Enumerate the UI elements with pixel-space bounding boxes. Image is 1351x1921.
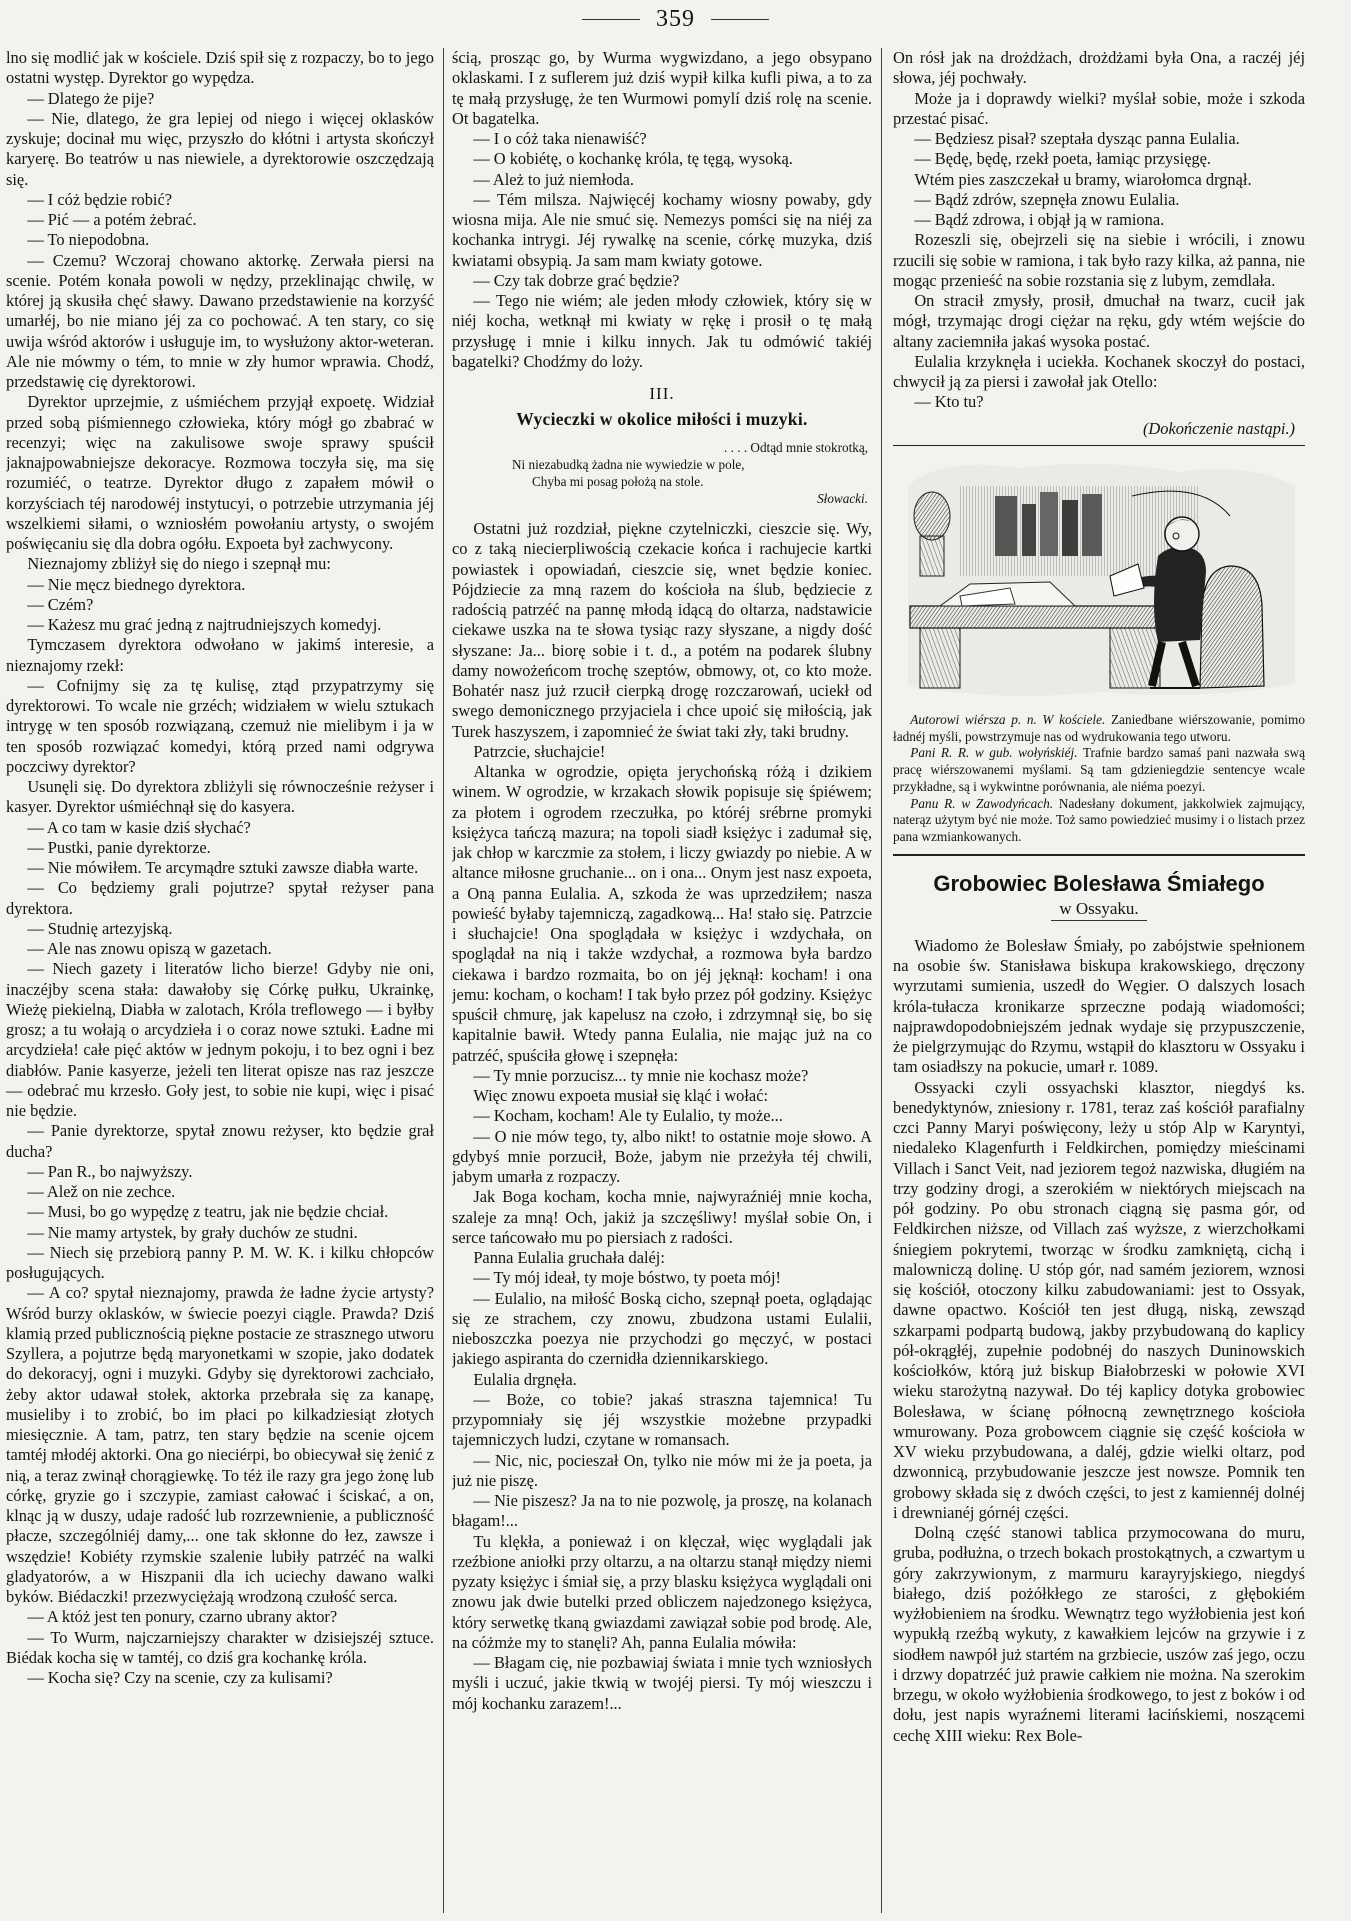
paragraph: — Będę, będę, rzekł poeta, łamiąc przysięgę. [914, 149, 1212, 169]
paragraph: — Bądź zdrowa, i objął ją w ramiona. [914, 210, 1165, 229]
page-header [0, 4, 1351, 34]
paragraph: — To Wurm, najczarniejszy charakter w dzisiejszéj sztuce. Biédak kocha się w tamtéj, co dziś gra kochankę króla. [6, 1627, 434, 1667]
paragraph: — Ty mnie porzucisz... ty mnie nie kochasz może? [473, 1065, 809, 1085]
paragraph: Wtém pies zaszczekał u bramy, wiarołomca drgnął. [914, 169, 1252, 189]
paragraph: — Niech się przebiorą panny P. M. W. K. i kilku chłopców posługujących. [6, 1242, 434, 1282]
paragraph: Może ja i doprawdy wielki? myślał sobie, może i szkoda przestać pisać. [893, 88, 1305, 128]
note-text: Trafnie bardzo samaś pani nazwała swą pracę wiérszowanemi myślami. Są tam gdzieniegdzie sentencye wcale przykładne, są i wykwintne porównania, ale niéma poezyi. [893, 745, 1305, 794]
paragraph: — Ty mój ideał, ty moje bóstwo, ty poeta mój! [473, 1268, 781, 1288]
paragraph: Eulalia krzyknęła i uciekła. Kochanek skoczył do postaci, chwycił ją za piersi i zawołał jak Otello: [893, 351, 1305, 391]
paragraph: lno się modlić jak w kościele. Dziś spił się z rozpaczy, bo to jego ostatni występ. Dyrektor go wypędza. [6, 48, 434, 88]
paragraph: Patrzcie, słuchajcie! [473, 741, 606, 761]
divider [893, 445, 1305, 446]
engraving-writer-at-desk [899, 456, 1301, 706]
paragraph: On stracił zmysły, prosił, dmuchał na twarz, cucił jak mógł, trzymając drogi ciężar na ręku, gdy wtém wejście do altany zaciemniła jakaś wysoka postać. [893, 291, 1305, 351]
header-rule-right [711, 19, 769, 20]
section-title: Wycieczki w okolice miłości i muzyki. [516, 408, 808, 429]
paragraph: — Nie, dlatego, że gra lepiej od niego i więcej oklasków zyskuje; docinał mu więc, przyszło do kłótni i artysta skończył karyerę. Bo teatrów u nas niewiele, a dyrektorowie oszczędzają się. [6, 108, 434, 189]
paragraph: — O nie mów tego, ty, albo nikt! to ostatnie moje słowo. A gdybyś mnie porzucił, Boże, jabym nie przeżyła téj chwili, jabym umarła z rozpaczy. [452, 1126, 872, 1187]
column-divider [881, 48, 882, 1913]
column-1 [6, 48, 434, 1913]
paragraph: Usunęli się. Do dyrektora zbliżyli się równocześnie reżyser i kasyer. Dyrektor uśmiéchnął się do kasyera. [6, 777, 434, 817]
paragraph: — Błagam cię, nie pozbawiaj świata i mnie tych wzniosłych myśli i uczuć, jakie tkwią w twojéj piersi. Ty mój wieszczu i mój kochanku zarazem!... [452, 1653, 872, 1713]
editorial-notes [893, 712, 1305, 846]
paragraph: Wiadomo że Bolesław Śmiały, po zabójstwie spełnionem na osobie św. Stanisława biskupa krakowskiego, dręczony wyrzutami sumienia, uszedł do Węgier. O dalszych losach króla-tułacza kronikarze sprzeczne podają wiadomości; najprawdopodobniejszém jednak wydaje się przypuszczenie, że pielgrzymując do Rzymu, wstąpił do klasztoru w Ossyaku i tam osiadłszy na pokucie, umarł r. 1089. [893, 935, 1305, 1077]
paragraph: — Kocha się? Czy na scenie, czy za kulisami? [27, 1668, 333, 1687]
paragraph: On rósł jak na drożdżach, drożdżami była Ona, a raczéj jéj słowa, jéj pochwały. [893, 48, 1305, 88]
epigraph-line: . . . . Odtąd mnie stokrotką, [724, 439, 868, 455]
note-text: Zaniedbane wiérszowanie, pomimo ładnéj myśli, powstrzymuje nas od wydrukowania tego utworu. [893, 711, 1305, 744]
note [893, 796, 1305, 846]
paragraph: — Nie mówiłem. Te arcymądre sztuki zawsze diabła warte. [27, 858, 419, 877]
paragraph: Więc znowu expoeta musiał się kląć i wołać: [473, 1086, 769, 1106]
paragraph: — Pić — a potém żebrać. [27, 210, 197, 229]
paragraph: Ostatni już rozdział, piękne czytelniczki, cieszcie się. Wy, co z taką niecierpliwością czekacie końca i rachujecie kartki powiastek i opowiadań, cieszcie się, wnet będzie koniec. Pójdziecie za mną razem do kościoła na ślub, będziecie z radością patrzéć na pannę młodą idącą do oltarza, nadstawicie ciekawe uszka na te słowa tysiąc razy słyszane, a nigdy dość słyszane: Ja... biorę sobie i t. d., a potém na podarek ślubny damy nowożeńcom trochę szeptów, obmowy, ot, co kto może. Bohatér nasz już rzucił cierpką drogę rozczarowań, uciekł od swego demonicznego przyjaciela i chce upoić się miłością, jak Turek haszyszem, i zapomnieć że świat taki zły, taki brudny. [452, 519, 872, 741]
paragraph: — Nie piszesz? Ja na to nie pozwolę, ja proszę, na kolanach błagam!... [452, 1491, 872, 1531]
column-divider [443, 48, 444, 1913]
paragraph: Dyrektor uprzejmie, z uśmiéchem przyjął expoetę. Widział przed sobą piśmiennego człowieka, który mógł go zbabrać w recenzyi; więc na zakulisowe swoje sprawy spuścił jaknajpowabniejsze dekoracye. Rozmowa toczyła się, ma się rozumiéć, o teatrze. Dyrektor długo z zapałem mówił o korzyściach téj narodowéj instytucyi, o potrzebie utrzymania jéj wszelkiemi siłami, o wzniosłém powołaniu artysty, o swojém poświęcaniu się dla dobra ogółu. Expoeta był zachwycony. [6, 392, 434, 553]
paragraph: — Bądź zdrów, szepnęła znowu Eulalia. [914, 189, 1180, 209]
paragraph: — Kto tu? [914, 392, 984, 412]
to-be-continued: (Dokończenie nastąpi.) [1142, 418, 1295, 438]
note [893, 745, 1305, 795]
paragraph: Panna Eulalia gruchała daléj: [473, 1248, 665, 1268]
article-title: Grobowiec Bolesława Śmiałego [933, 870, 1265, 896]
paragraph: — Tego nie wiém; ale jeden młody człowiek, który się w niéj kocha, wetknął mi kwiaty w rękę i prosił o tę małą przysługę i mnie i kilku innych. Jak tu odmówić takiéj bagatelki? Chodźmy do loży. [452, 291, 872, 371]
paragraph: — I o cóż taka nienawiść? [473, 129, 647, 148]
paragraph: — Nie męcz biednego dyrektora. [27, 574, 246, 594]
paragraph: — Co będziemy grali pojutrze? spytał reżyser pana dyrektora. [6, 878, 434, 918]
paragraph: — Pan R., bo najwyższy. [27, 1161, 193, 1181]
paragraph: — Niech gazety i literatów licho bierze! Gdyby nie oni, inaczéjby scena stała: dawałoby się Córkę pułku, Ukrainkę, Wieżę piekielną, Diabła w zalotach, Króla treflowego — i byłby grosz; a tu wołają o arcydzieła i o coraz nowe sztuki. Ładne mi arcydzieła! całe pięć aktów w jednym pokoju, i to bez ogni i bez diabłów. Panie kasyerze, jeżeli ten literat opisze nas raz jeszcze — odebrać mu krzesło. Goły jest, to sobie nie kupi, więc i pisać nie będzie. [6, 959, 434, 1120]
epigraph-line: Ni niezabudką żadna nie wywiedzie w pole, [512, 456, 745, 472]
note-addressee: Pani R. R. w gub. wołyńskiéj. [910, 745, 1078, 761]
paragraph: Rozeszli się, obejrzeli się na siebie i wrócili, i znowu rzucili się sobie w ramiona, i tak było razy kilka, aż panna, nie mogąc przenieść na sobie rozstania się z lubym, zemdlała. [893, 230, 1305, 290]
paragraph: — I cóż będzie robić? [27, 189, 173, 209]
paragraph: Nieznajomy zbliżył się do niego i szepnął mu: [27, 554, 331, 574]
paragraph: — Pustki, panie dyrektorze. [27, 837, 211, 857]
paragraph: — Tém milsza. Najwięcéj kochamy wiosny powaby, gdy wiosna mija. Ale nie smuć się. Nemezys pomści się na niéj za kochanka intrygi. Jéj rywalkę na scenie, córkę muzyka, dziś kwiatami obsypią. Ja sam mam kwiaty gotowe. [452, 189, 872, 270]
note-addressee: Autorowi wiérsza p. n. W kościele. [910, 711, 1106, 727]
divider [893, 854, 1305, 856]
epigraph-author: Słowacki. [817, 491, 868, 507]
epigraph [512, 439, 868, 508]
paragraph: Eulalia drgnęła. [473, 1369, 577, 1389]
section-number: III. [649, 384, 675, 403]
paragraph: — Czemu? Wczoraj chowano aktorkę. Zerwała piersi na scenie. Potém konała powoli w nędzy, przeklinając chwilę, w której ją skusiła chęć sławy. Dawano przedstawienie na korzyść umarłéj, bo nie miano jéj za co pochować. A ten stary, co się uwija wśród aktorów i usługuje im, to wysłużony aktor-weteran. Ale nie mówmy o tém, to mnie w zły humor wprawia. Chodź, przedstawię cię dyrektorowi. [6, 250, 434, 391]
note [893, 712, 1305, 746]
paragraph: Ossyacki czyli ossyachski klasztor, niegdyś ks. benedyktynów, zniesiony r. 1781, teraz zaś kościół parafialny czci Panny Maryi poświęcony, leży u stóp Alp w Karyntyi, niedaleko Klagenfurth i Feldkirchen, pomiędzy mieścinami Villach i Sanct Veit, nad jeziorem tegoż nazwiska, długiém na trzy godziny drogi, a szerokiém w niektórych miejscach na pół godziny. Po obu stronach ciągną się pasma gór, od Feldkirchen niższe, od Villach zaś wyższe, z wierzchołkami śniegiem pokrytemi, tworząc w środku zamkniętą, cichą i malowniczą dolinę. U stóp gór, nad samém jeziorem, wznosi się kościół, otoczony kilku zabudowaniami: jest to Ossyak, dawne opactwo. Kościół ten jest długą, niską, zewsząd szkarpami podpartą budową, jakby przybudowaną do kaplicy pół-okrągłéj, zupełnie podobnéj do naszych Duninowskich kościołków, którą już biskup Białobrzeski w połowie XVI wieku starożytną nazywał. Do téj kaplicy dotyka grobowiec Bolesława, w ścianę północną zewnętrznego kościoła wmurowany. Poza grobowcem ciągnie się część kościoła w XV wieku przybudowana, a daléj, gdzie wielki oltarz, pod dzwonnicą, przybudowanie jeszcze jest nowsze. Pomnik ten grobowy składa się z dwóch części, to jest z kamiennéj dolnéj i drewnianéj górnéj części. [893, 1077, 1305, 1522]
paragraph: — O kobiétę, o kochankę króla, tę tęgą, wysoką. [473, 149, 793, 169]
paragraph: — Panie dyrektorze, spytał znowu reżyser, kto będzie grał ducha? [6, 1121, 434, 1161]
paragraph: — Studnię artezyjską. [27, 918, 173, 938]
paragraph: — Kocham, kocham! Ale ty Eulalio, ty może... [473, 1106, 783, 1126]
paragraph: Altanka w ogrodzie, opięta jerychońską różą i dzikiem winem. W ogrodzie, w krzakach słowik popisuje się śpiéwem; za płotem i ogrodem rzeczułka, po któréj srébrne promyki księżyca tańczą mazura; na topoli siadł księżyc i zadumał się, jak chłop w karczmie za stołem, i liczy gwiazdy po niebie. A w altance miłosne gruchanie... on i ona... Onym jest nasz expoeta, a Oną panna Eulalia. A, szkoda że was uprzedziłem; nasza powieść byłaby tajemniczą, zagadkową... Ha! stało się. Patrzcie i słuchajcie! Ona spoglądała w księżyc i wzdychała, on spoglądał na nią i także wzdychał, a rozmowa była bardzo ciekawa i bardzo rozmaita, bo on jéj jęknął: kocham! i ona jemu: kocham, o kocham! I tak było przez pół godziny. Księżyc spuścił chmurę, jak kapelusz na czoło, i zdrzymnął się, bo się kapitalnie bawił. Wtedy panna Eulalia, nie mając już na co patrzéć, spuściła głowę i szepnęła: [452, 762, 872, 1065]
paragraph: — Będziesz pisał? szeptała dysząc panna Eulalia. [914, 129, 1240, 148]
paragraph: — Alež on nie zechce. [27, 1182, 176, 1201]
header-rule-left [582, 19, 640, 20]
paragraph: — Boże, co tobie? jakaś straszna tajemnica! Tu przypomniały się jéj wszystkie możebne przypadki tajemniczych ludzi, czytane w romansach. [452, 1389, 872, 1450]
paragraph: — Eulalio, na miłość Boską cicho, szepnął poeta, oglądając się ze strachem, czy znowu, zbudzona ustami Eulalii, nieboszczka poezya nie przychodzi go męczyć, w postaci jakiego aspiranta do czernidła dziennikarskiego. [452, 1288, 872, 1369]
paragraph: — A co? spytał nieznajomy, prawda że ładne życie artysty? Wśród burzy oklasków, w świecie poezyi ciągle. Prawda? Dziś klamią przed publicznością piękne postacie ze strasznego utworu Szyllera, a pojutrze będą maryonetkami w szopie, jako dodatek do dekoracyj, ogni i muzyki. Gdyby się dyrektorowi zachciało, żeby aktor udawał stołek, aktorka przebrała się za kanapę, musieliby i to zrobić, bo im płaci po kilkadziesiąt złotych miesięcznie. A tam, patrz, ten stary będzie na scenie ojcem tamtéj młodéj aktorki. Ona go nieciérpi, bo obiecywał się żenić z nią, a teraz zwinął chorągiewkę. To téż ile razy gra jego żonę lub córkę, gryzie go i szczypie, zamiast całować i ściskać, a on, klnąc ją w duszy, udaje radość lub rozrzewnienie, a publiczność płacze, szczególniéj damy,... one tak skłonne do łez, zawsze i wszędzie! Kobiéty rzymskie szalenie lubiły patrzéć na walki gladyatorów, a w Hiszpanii dla ich uciechy dawano walki byków. Biédaczki! przezwyciężają wrodzoną czułość serca. [6, 1283, 434, 1606]
article-subtitle [893, 899, 1305, 920]
paragraph: Jak Boga kocham, kocha mnie, najwyraźniéj mnie kocha, szaleje za mną! Och, jakiż ja szczęśliwy! myślał sobie On, i serce tańcowało mu po piersiach z radości. [452, 1187, 872, 1247]
paragraph: — A któż jest ten ponury, czarno ubrany aktor? [27, 1607, 338, 1627]
paragraph: — Ale nas znowu opiszą w gazetach. [27, 939, 272, 958]
page-number: 359 [656, 5, 695, 32]
paragraph: — Nie mamy artystek, by grały duchów ze studni. [27, 1222, 358, 1242]
paragraph: ścią, prosząc go, by Wurma wygwizdano, a jego obsypano oklaskami. I z suflerem już dziś wypił kilka kufli piwa, a to za tę małą przysługę, że ten Wurmowi pomylí dziś rolę na scenie. Ot bagatelka. [452, 48, 872, 128]
paragraph: — Musi, bo go wypędzę z teatru, jak nie będzie chciał. [27, 1202, 389, 1222]
paragraph: — Czém? [27, 594, 94, 614]
column-3 [893, 48, 1305, 1913]
epigraph-line: Chyba mi posag położą na stole. [532, 473, 704, 489]
paragraph: — To niepodobna. [27, 230, 150, 250]
note-addressee: Panu R. w Zawodyńcach. [910, 795, 1054, 811]
paragraph: — A co tam w kasie dziś słychać? [27, 817, 251, 837]
note-text: Nadesłany dokument, jakkolwiek zajmujący, naterąz użytym być nie może. Toż samo powiedzieć musimy i o listach przez pana wzmiankowanych. [893, 795, 1305, 844]
paragraph: — Nic, nic, pocieszał On, tylko nie mów mi że ja poeta, ja już nie piszę. [452, 1450, 872, 1490]
paragraph: Tu klękła, a ponieważ i on klęczał, więc wyglądali jak rzeźbione aniołki przy oltarzu, a na oltarzu stanął między niemi pyzaty księżyc i śmiał się, a przy blasku księżyca wyglądali oni znowu jak dwie butelki przed obliczem najedzonego księżyca, który serwetkę tkaną gwiazdami zawiązał sobie pod brodę. Ale, na cóżmże my to stanęli? Ah, panna Eulalia mówiła: [452, 1531, 872, 1652]
paragraph: — Każesz mu grać jedną z najtrudniejszych komedyj. [27, 615, 382, 634]
paragraph: Tymczasem dyrektora odwołano w jakimś interesie, a nieznajomy rzekł: [6, 635, 434, 675]
paragraph: — Cofnijmy się za tę kulisę, ztąd przypatrzymy się dyrektorowi. To wcale nie grzéch; widziałem w wielu sztukach intrygę w ten sposób rozwiązaną, czemuż nie mielibym i ja w ten sposób rozwiązać komedyi, którą przed nami odgrywa poczciwy dyrektor? [6, 675, 434, 776]
column-2 [452, 48, 872, 1913]
paragraph: — Dlatego że pije? [27, 88, 155, 108]
paragraph: — Ależ to już niemłoda. [473, 169, 634, 189]
paragraph: Dolną część stanowi tablica przymocowana do muru, gruba, podłużna, o trzech bokach prostokątnych, a czwartym u góry zakrzywionym, z marmuru karayryjskiego, niegdyś białego, dziś pożółkłego ze starości, z głębokiém wyżłobieniem na środku. Wewnątrz tego wyżłobienia jest koń wypukłą rzeźbą wykuty, z kawałkiem lejców na grzywie i z siodłem nawpół już startém na grzbiecie, uszów zaś jego, oczu i drzwy dopatrzéć już prawie całkiem nie można. Na szerokim brzegu, w około wyżłobienia środkowego, to jest z boków i od dołu, jest napis wyraźnemi literami łacińskiemi, noszącemi cechę XIII wieku: Rex Bole- [893, 1523, 1305, 1745]
article-subtitle-text: w Ossyaku. [1051, 899, 1146, 921]
paragraph: — Czy tak dobrze grać będzie? [473, 270, 680, 290]
